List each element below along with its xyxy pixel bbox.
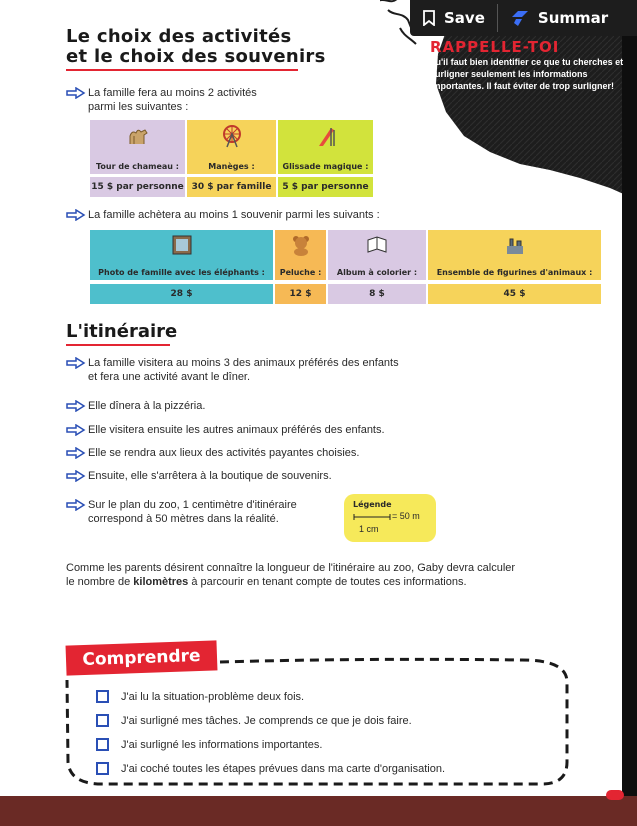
- arrow-icon: [66, 87, 88, 99]
- arrow-icon: [66, 447, 88, 459]
- page-marker: [606, 790, 624, 800]
- souvenir-price: 12 $: [275, 284, 326, 304]
- bookmark-icon: [422, 10, 436, 26]
- legend-title: Légende: [353, 500, 392, 509]
- arrow-icon: [66, 424, 88, 436]
- souvenir-price: 8 $: [328, 284, 426, 304]
- teddy-bear-icon: [290, 234, 312, 256]
- instructions-paragraph: [66, 561, 606, 589]
- souvenir-price: 28 $: [90, 284, 273, 304]
- itinerary-point: [66, 399, 205, 413]
- souvenir-label: Album à colorier :: [336, 268, 418, 277]
- checkbox[interactable]: [96, 738, 109, 751]
- souvenirs-intro: [66, 208, 380, 222]
- itinerary-point-text: Elle se rendra aux lieux des activités payantes choisies.: [88, 447, 360, 459]
- activities-intro-line-2: parmi les suivantes :: [88, 101, 189, 113]
- activity-price: 15 $ par personne: [90, 177, 185, 197]
- itinerary-point-text: et fera une activité avant le dîner.: [88, 371, 251, 383]
- itinerary-point-text: Sur le plan du zoo, 1 centimètre d'itinéraire: [88, 499, 297, 511]
- summary-logo-icon: [510, 9, 530, 27]
- itinerary-underline: [66, 343, 170, 347]
- paragraph-text: à parcourir en tenant compte de toutes ces informations.: [188, 576, 467, 588]
- camel-icon: [127, 124, 149, 148]
- souvenir-cell-figurines: [428, 230, 601, 280]
- itinerary-point-text: Elle dînera à la pizzéria.: [88, 400, 206, 412]
- itinerary-point-text: Ensuite, elle s'arrêtera à la boutique de souvenirs.: [88, 470, 332, 482]
- page-bottom-edge: [0, 796, 637, 826]
- activities-intro: [66, 86, 257, 114]
- coloring-book-icon: [366, 234, 388, 256]
- reminder-box: [430, 40, 630, 92]
- itinerary-point: [66, 498, 297, 526]
- scale-legend: [344, 494, 436, 542]
- itinerary-point: [66, 446, 359, 460]
- itinerary-point-text: Elle visitera ensuite les autres animaux préférés des enfants.: [88, 424, 385, 436]
- arrow-icon: [66, 209, 88, 221]
- arrow-icon: [66, 499, 88, 511]
- activity-price: 5 $ par personne: [278, 177, 373, 197]
- souvenir-label: Peluche :: [279, 268, 322, 277]
- title-line-1: Le choix des activités: [66, 26, 292, 47]
- activity-label: Tour de chameau :: [96, 162, 179, 171]
- reminder-text: qu'il faut bien identifier ce que tu cherches et surligner seulement les informations importantes. Il faut éviter de trop surligner!: [430, 57, 624, 91]
- figurines-icon: [504, 234, 526, 256]
- paragraph-bold: kilomètres: [133, 576, 189, 588]
- paragraph-text: le nombre de: [66, 576, 134, 588]
- checkbox[interactable]: [96, 762, 109, 775]
- activity-cell-slide: [278, 120, 373, 174]
- itinerary-point: [66, 356, 399, 384]
- souvenir-label: Ensemble de figurines d'animaux :: [436, 268, 593, 277]
- photo-frame-icon: [171, 234, 193, 256]
- activity-cell-rides: [187, 120, 276, 174]
- arrow-icon: [66, 357, 88, 369]
- arrow-icon: [66, 400, 88, 412]
- souvenir-price: 45 $: [428, 284, 601, 304]
- right-edge: [622, 0, 637, 796]
- itinerary-point: [66, 423, 385, 437]
- legend-unit: 1 cm: [359, 524, 379, 534]
- checkbox[interactable]: [96, 714, 109, 727]
- scale-bar-icon: [353, 513, 391, 521]
- activity-cell-camel: [90, 120, 185, 174]
- comprendre-title: Comprendre: [66, 640, 218, 675]
- itinerary-point: [66, 469, 332, 483]
- summary-button[interactable]: [498, 0, 620, 36]
- page-title: [66, 27, 366, 67]
- checklist-item-label: J'ai coché toutes les étapes prévues dans ma carte d'organisation.: [121, 762, 446, 775]
- title-line-2: et le choix des souvenirs: [66, 46, 326, 67]
- souvenir-cell-photo: [90, 230, 273, 280]
- itinerary-title: L'itinéraire: [66, 321, 178, 342]
- checklist-item[interactable]: [96, 738, 322, 751]
- slide-icon: [315, 124, 337, 148]
- checklist-item-label: J'ai lu la situation-problème deux fois.: [121, 690, 305, 703]
- souvenirs-intro-text: La famille achètera au moins 1 souvenir parmi les suivants :: [88, 209, 380, 221]
- summary-label: Summar: [537, 9, 609, 27]
- souvenir-label: Photo de famille avec les éléphants :: [98, 268, 265, 277]
- arrow-icon: [66, 470, 88, 482]
- checklist-item[interactable]: [96, 690, 304, 703]
- activity-label: Glissade magique :: [282, 162, 369, 171]
- activity-label: Manèges :: [208, 162, 255, 171]
- save-button[interactable]: [410, 0, 497, 36]
- title-underline: [66, 68, 298, 72]
- itinerary-point-text: La famille visitera au moins 3 des animaux préférés des enfants: [88, 357, 399, 369]
- checklist-item[interactable]: [96, 714, 412, 727]
- save-label: Save: [444, 9, 485, 27]
- itinerary-point-text: correspond à 50 mètres dans la réalité.: [88, 513, 279, 525]
- checklist-item-label: J'ai surligné mes tâches. Je comprends ce que je dois faire.: [121, 714, 412, 727]
- reminder-title: RAPPELLE-TOI: [430, 38, 560, 56]
- paragraph-text: Comme les parents désirent connaître la longueur de l'itinéraire au zoo, Gaby devra calculer: [66, 562, 516, 574]
- souvenir-cell-plush: [275, 230, 326, 280]
- legend-value: = 50 m: [392, 511, 420, 521]
- checkbox[interactable]: [96, 690, 109, 703]
- ferris-wheel-icon: [221, 124, 243, 148]
- checklist-item-label: J'ai surligné les informations importantes.: [121, 738, 323, 751]
- activities-intro-line-1: La famille fera au moins 2 activités: [88, 87, 257, 99]
- toolbar: [410, 0, 637, 36]
- activity-price: 30 $ par famille: [187, 177, 276, 197]
- checklist-item[interactable]: [96, 762, 445, 775]
- souvenir-cell-album: [328, 230, 426, 280]
